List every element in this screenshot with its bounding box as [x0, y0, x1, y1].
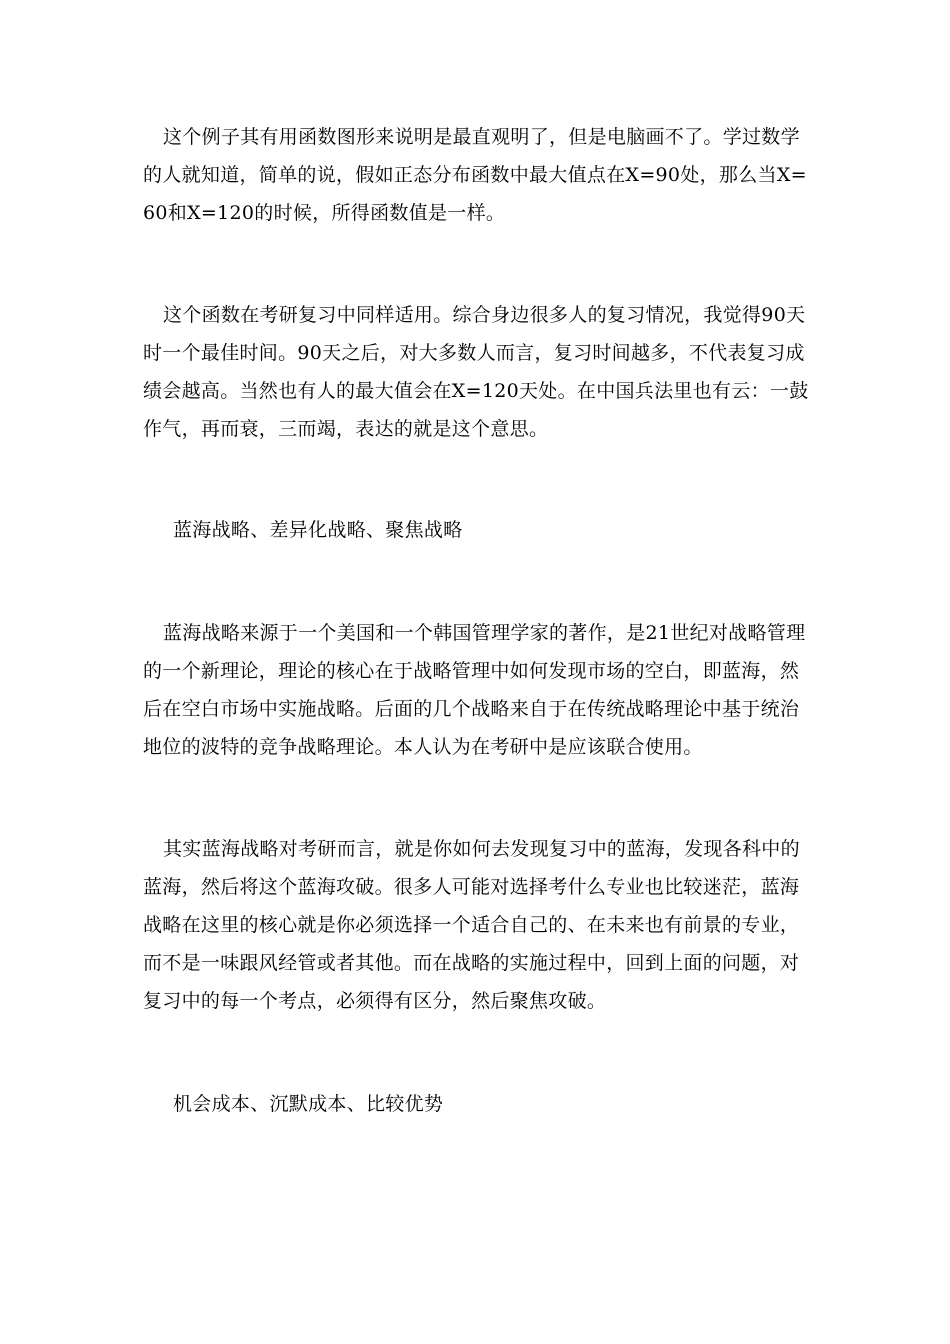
- body-paragraph-4: 其实蓝海战略对考研而言，就是你如何去发现复习中的蓝海，发现各科中的蓝海，然后将这个蓝海攻破。很多人可能对选择考什么专业也比较迷茫，蓝海战略在这里的核心就是你必须选择一个适合自己的、在未来也有前景的专业，而不是一味跟风经管或者其他。而在战略的实施过程中，回到上面的问题，对复习中的每一个考点，必须得有区分，然后聚焦攻破。: [143, 838, 800, 1012]
- body-paragraph-1: 这个例子其有用函数图形来说明是最直观明了，但是电脑画不了。学过数学的人就知道，简单的说，假如正态分布函数中最大值点在X=90处，那么当X=60和X=120的时候，所得函数值是一样。: [143, 126, 807, 224]
- section-heading-opportunity-cost: 机会成本、沉默成本、比较优势: [173, 1093, 444, 1115]
- body-paragraph-3: 蓝海战略来源于一个美国和一个韩国管理学家的著作，是21世纪对战略管理的一个新理论，理论的核心在于战略管理中如何发现市场的空白，即蓝海，然后在空白市场中实施战略。后面的几个战略来自于在传统战略理论中基于统治地位的波特的竞争战略理论。本人认为在考研中是应该联合使用。: [143, 622, 806, 758]
- section-heading-blue-ocean: 蓝海战略、差异化战略、聚焦战略: [173, 519, 463, 541]
- body-paragraph-2: 这个函数在考研复习中同样适用。综合身边很多人的复习情况，我觉得90天时一个最佳时间。90天之后，对大多数人而言，复习时间越多，不代表复习成绩会越高。当然也有人的最大值会在X=120天处。在中国兵法里也有云：一鼓作气，再而衰，三而竭，表达的就是这个意思。: [143, 304, 809, 440]
